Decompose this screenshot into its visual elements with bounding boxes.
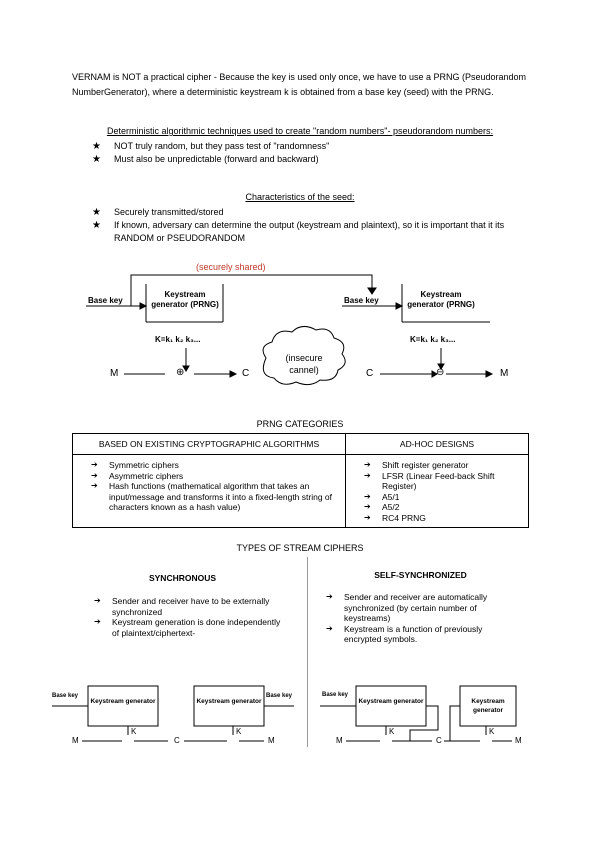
- list-item: ★ Securely transmitted/stored: [92, 206, 532, 219]
- xor-icon-right: ⊖: [436, 367, 445, 378]
- sync-title: SYNCHRONOUS: [148, 573, 217, 583]
- list-item: ➔ RC4 PRNG: [364, 513, 520, 524]
- intro-paragraph: VERNAM is NOT a practical cipher - Because the key is used only once, we have to use a PRNG (Pseudorandom NumberGenerator), where a deterministic keystream k is obtained from a base key (seed) with the PRNG.: [72, 72, 527, 97]
- list-item: ➔ Sender and receiver are automatically synchronized (by certain number of keystreams): [326, 592, 521, 624]
- list-item: ➔ Symmetric ciphers: [91, 460, 337, 471]
- list-item: ★ Must also be unpredictable (forward and backward): [92, 153, 522, 166]
- securely-shared-label: (securely shared): [196, 262, 266, 272]
- keystream-generator-right: Keystream generator (PRNG): [407, 290, 475, 309]
- k-label-left: K=k₁ k₂ k₃...: [155, 335, 201, 344]
- keystream-generator-left: Keystream generator (PRNG): [151, 290, 219, 309]
- list-item: ★ If known, adversary can determine the output (keystream and plaintext), so it is important that it its RANDOM or PSEUDORANDOM: [92, 219, 532, 245]
- list-item: ★ NOT truly random, but they pass test of "randomness": [92, 140, 522, 153]
- deterministic-heading: Deterministic algorithmic techniques used to create "random numbers"- pseudorandom numbers:: [106, 126, 494, 136]
- list-item: ➔ Shift register generator: [364, 460, 520, 471]
- base-key-label: Base key: [266, 693, 293, 699]
- k-label: K: [489, 727, 495, 736]
- list-item: ➔ Hash functions (mathematical algorithm that takes an input/message and transforms it into a fixed-length string of characters known as a hash value): [91, 481, 337, 513]
- col1-header: BASED ON EXISTING CRYPTOGRAPHIC ALGORITHMS: [73, 434, 346, 455]
- m-label: M: [268, 736, 275, 745]
- list-item: ➔ Asymmetric ciphers: [91, 471, 337, 482]
- m-label: M: [336, 736, 343, 745]
- c-label-left: C: [242, 368, 250, 379]
- base-key-label: Base key: [322, 692, 349, 698]
- base-key-label: Base key: [52, 693, 79, 699]
- keystream-generator-label: Keystream generator: [90, 698, 156, 705]
- m-label: M: [515, 736, 522, 745]
- self-sync-title: SELF-SYNCHRONIZED: [374, 570, 467, 580]
- c-label-right: C: [366, 368, 374, 379]
- col2-header: AD-HOC DESIGNS: [346, 434, 529, 455]
- list-item: ➔ A5/2: [364, 502, 520, 513]
- stream-title: TYPES OF STREAM CIPHERS: [236, 543, 364, 553]
- c-label: C: [436, 736, 442, 745]
- keystream-generator-label: Keystream generator: [196, 698, 262, 705]
- prng-title: PRNG CATEGORIES: [256, 419, 344, 429]
- list-item: ➔ Keystream generation is done independently of plaintext/ciphertext-: [94, 617, 289, 638]
- base-key-right: Base key: [344, 296, 379, 305]
- k-label: K: [389, 727, 395, 736]
- insecure-channel-label: (insecure cannel): [285, 353, 323, 375]
- k-label: K: [131, 727, 137, 736]
- keystream-generator-label: Keystream generator: [471, 698, 505, 714]
- list-item: ➔ LFSR (Linear Feed-back Shift Register): [364, 471, 520, 492]
- k-label-right: K=k₁ k₂ k₃...: [410, 335, 456, 344]
- m-label: M: [72, 736, 79, 745]
- keystream-generator-label: Keystream generator: [358, 698, 424, 705]
- list-item: ➔ Sender and receiver have to be externally synchronized: [94, 596, 289, 617]
- list-item: ➔ Keystream is a function of previously encrypted symbols.: [326, 624, 521, 645]
- list-item: ➔ A5/1: [364, 492, 520, 503]
- xor-icon: ⊕: [176, 367, 185, 378]
- m-label-left: M: [110, 368, 119, 379]
- seed-heading: Characteristics of the seed:: [245, 192, 355, 202]
- base-key-left: Base key: [88, 296, 123, 305]
- k-label: K: [236, 727, 242, 736]
- m-label-right: M: [500, 368, 509, 379]
- c-label: C: [174, 736, 180, 745]
